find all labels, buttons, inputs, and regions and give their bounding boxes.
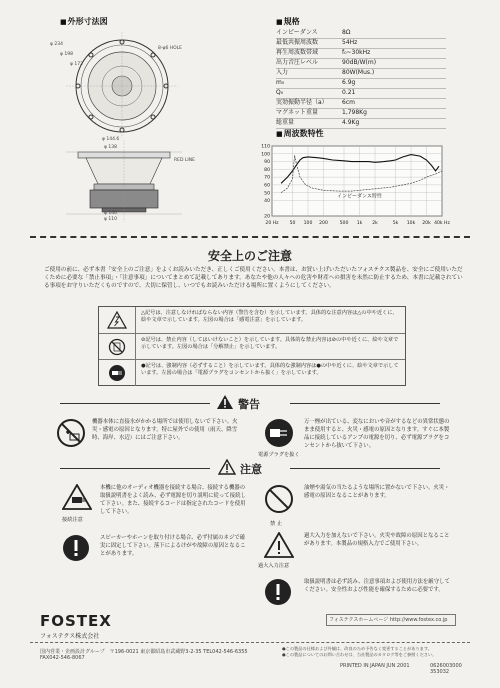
spec-key: 出力音圧レベル (276, 59, 319, 66)
dim-label-side-1: φ 144.6 (102, 137, 120, 142)
spec-value: 90dB/W(m) (342, 59, 377, 66)
speaker-side-view (56, 140, 196, 222)
spec-value: 6.9g (342, 79, 356, 86)
manual-mandatory-icon (264, 578, 292, 606)
chart-legend-label: インピーダンス特性 (337, 193, 382, 200)
chart-x-tick-label: 100 (303, 221, 313, 226)
chart-y-tick-label: 40 (264, 199, 270, 205)
caution-item-5-text: 取扱説明書は必ず読み、注意事項および使用方法を厳守してください。安全性および性能を確保するために必要です。 (304, 579, 450, 593)
caution-item-2-caption: 禁 止 (270, 521, 283, 527)
caution-band-label: 注意 (240, 463, 262, 476)
chart-x-tick-label: 20k (422, 221, 431, 226)
spec-key: 最低共振周波数 (276, 39, 319, 46)
document-code: 0626003000 353032 (430, 663, 462, 675)
chart-x-tick-label: 50 (289, 221, 296, 226)
prohibition-icon (99, 334, 136, 360)
caution-band-icon (218, 459, 236, 475)
chart-y-tick-label: 60 (264, 183, 270, 189)
symbol-legend (98, 306, 406, 386)
dim-label-side-2: φ 138 (104, 145, 117, 150)
inquiry-note: ●この製品についてのお問い合わせは、当社製品のカタログ等をご参照ください。 (282, 652, 437, 657)
legend-row-mandatory (99, 359, 405, 386)
spec-value: 4.9Kg (342, 119, 360, 126)
dim-label-red-line: RED LINE (174, 158, 195, 163)
spec-key: インピーダンス (276, 29, 318, 36)
spec-key: 再生周波数帯域 (276, 49, 319, 56)
spec-key: m₀ (276, 79, 285, 86)
warning-band-icon (216, 394, 234, 410)
chart-x-tick-label: 20 Hz (265, 221, 279, 226)
chart-plot-area (272, 146, 442, 216)
connection-caution-icon (62, 484, 92, 510)
legend-row-prohibition (99, 333, 405, 360)
dim-label-pcd: φ 172 (70, 62, 83, 67)
chart-x-tick-label: 5k (392, 221, 399, 226)
dim-label-side-4: φ 110 (104, 217, 117, 222)
specs-title: ■ 規格 (276, 16, 300, 27)
chart-y-tick-label: 20 (264, 214, 270, 220)
legend-text-prohibition: ⊘記号は、禁止内容（してはいけないこと）を示しています。具体的な禁止内容は⊘の中や近くに、絵や文章で示しています。左図の場合は「分解禁止」を示しています。 (141, 337, 399, 350)
chart-y-tick-label: 70 (264, 175, 270, 181)
caution-item-4-text: 過大入力を加えないで下さい。火災や故障の原因となることがあります。本製品の規格入力でご使用下さい。 (304, 533, 450, 547)
warning-triangle-icon (99, 307, 136, 333)
spec-change-note: ●この製品の仕様および外観は、改良のため予告なく変更することがあります。 (282, 646, 432, 651)
chart-y-tick-label: 50 (264, 191, 270, 197)
chart-x-tick-label: 200 (319, 221, 328, 226)
chart-y-tick-label: 100 (261, 152, 270, 158)
chart-x-tick-label: 1k (356, 221, 363, 226)
chart-y-tick-label: 80 (264, 167, 270, 173)
frequency-response-chart (256, 140, 452, 232)
frequency-chart-title: ■ 周波数特性 (276, 128, 324, 139)
safety-intro: ご使用の前に、必ず本書「安全上のご注意」をよくお読みいただき、正しくご使用ください。本書は、お買い上げいただいたフォステクス製品を、安全にご使用いただくために必要な「禁止事項」・「注意事項」についてまとめて記載してあります。あなたや他の人々への危害や財産への損害を未然に防止するため、本書に記載されている事項をお守りいただくものですので、大切に保管し、いつでもお読みいただける場所に置くようにしてください。 (44, 267, 463, 289)
unplug-icon (264, 418, 294, 448)
company-name: フォステクス株式会社 (40, 633, 100, 640)
spec-value: 80W(Mus.) (342, 69, 375, 76)
caution-item-1-text: 本機に他のオーディオ機器を接続する場合、接続する機器の取扱説明書をよく読み、必ず電源を切り説明に従って接続して下さい。また、接続するコードは指定されたコードを使用して下さい。 (100, 485, 246, 515)
chart-x-tick-label: 2k (372, 221, 378, 226)
chart-y-tick-label: 90 (264, 160, 270, 166)
chart-x-tick-label: 500 (339, 221, 349, 226)
spec-value: 54Hz (342, 39, 358, 46)
legend-row-warning (99, 307, 405, 333)
spec-key: 総重量 (276, 119, 295, 126)
spec-key: 実効振動半径（a） (276, 99, 328, 106)
spec-value: f₀~30kHz (342, 49, 371, 56)
prohibition-icon (264, 484, 294, 514)
warning-band-label: 警告 (238, 398, 260, 411)
unplug-icon (99, 360, 136, 386)
no-water-icon (56, 418, 86, 448)
dim-label-baffle: φ 198 (60, 52, 73, 57)
caution-item-4-caption: 過大入力注意 (258, 563, 290, 569)
legend-text-warning: △記号は、注意しなければならない内容（警告を含む）を示しています。具体的な注意内容は△の中や近くに、絵や文章で示しています。左図の場合は「感電注意」を示しています。 (141, 310, 398, 323)
warning-item-2-caption: 電源プラグを抜く (258, 452, 300, 458)
speaker-top-view (56, 28, 186, 138)
caution-item-1-caption: 接続注意 (62, 517, 83, 523)
spec-key: 入力 (276, 69, 289, 76)
chart-y-tick-label: 110 (261, 144, 270, 150)
chart-x-tick-label: 10k (406, 221, 416, 226)
caution-band-line-right (290, 468, 440, 469)
warning-item-2-text: 万一煙が出ている、変なにおいや音がするなどの異常状態のまま使用すると、火災・感電の原因となります。すぐに本製品に接続しているアンプの電源を切り、必ず電源プラグをコンセントから抜いて下さい。 (304, 419, 450, 449)
safety-title: 安全上のご注意 (207, 249, 292, 263)
spec-value: 8Ω (342, 29, 351, 36)
dimensions-title: ■ 外形寸法図 (60, 16, 108, 27)
spec-key: Q₀ (276, 89, 284, 96)
dim-label-side-3: φ 140 (104, 211, 117, 216)
warning-item-1-text: 機器本体に直接水がかかる場所では使用しないで下さい。火災・感電の原因となります。特に屋外での使用（雨天、降雪時、海岸、水辺）にはご注意下さい。 (92, 419, 238, 441)
overload-caution-icon (264, 532, 294, 558)
spec-value: 0.21 (342, 89, 356, 96)
chart-x-tick-label: 40k Hz (434, 221, 450, 226)
spec-value: 6cm (342, 99, 355, 106)
mandatory-icon (62, 534, 90, 562)
section-divider (30, 236, 470, 238)
legend-text-mandatory: ●記号は、強制内容（必ずすること）を示しています。具体的な強制内容は●の中や近くに、絵や文章で示しています。左図の場合は「電源プラグをコンセントから抜く」を示しています。 (141, 363, 399, 376)
dim-label-holes: 8-φ6 HOLE (158, 46, 183, 51)
warning-band-line-left (60, 403, 210, 404)
spec-key: マグネット重量 (276, 109, 318, 116)
caution-item-3-text: スピーカーやホーンを取り付ける場合、必ず付属のネジで確実に固定して下さい。落下によるけがや故障の原因となることがあります。 (100, 535, 246, 557)
caution-item-2-text: 油煙や湯気の当たるような場所に置かないで下さい。火災・感電の原因となることがあります。 (304, 485, 450, 499)
spec-value: 1,798Kg (342, 109, 367, 116)
caution-band-line-left (60, 468, 210, 469)
footer-divider (30, 642, 470, 643)
homepage-note: フォステクスホームページ http://www.fostex.co.jp (326, 614, 456, 626)
printed-in: PRINTED IN JAPAN JUN 2001 (340, 663, 410, 669)
dim-label-outer: φ 234 (50, 42, 63, 47)
fostex-logo: FOSTEX (40, 612, 112, 630)
address: 国内営業・企画設計グループ 〒196-0021 東京都昭島市武蔵野3-2-35 TEL042-546-6355 FAX042-546-8067 (40, 649, 248, 661)
warning-band-line-right (290, 403, 440, 404)
